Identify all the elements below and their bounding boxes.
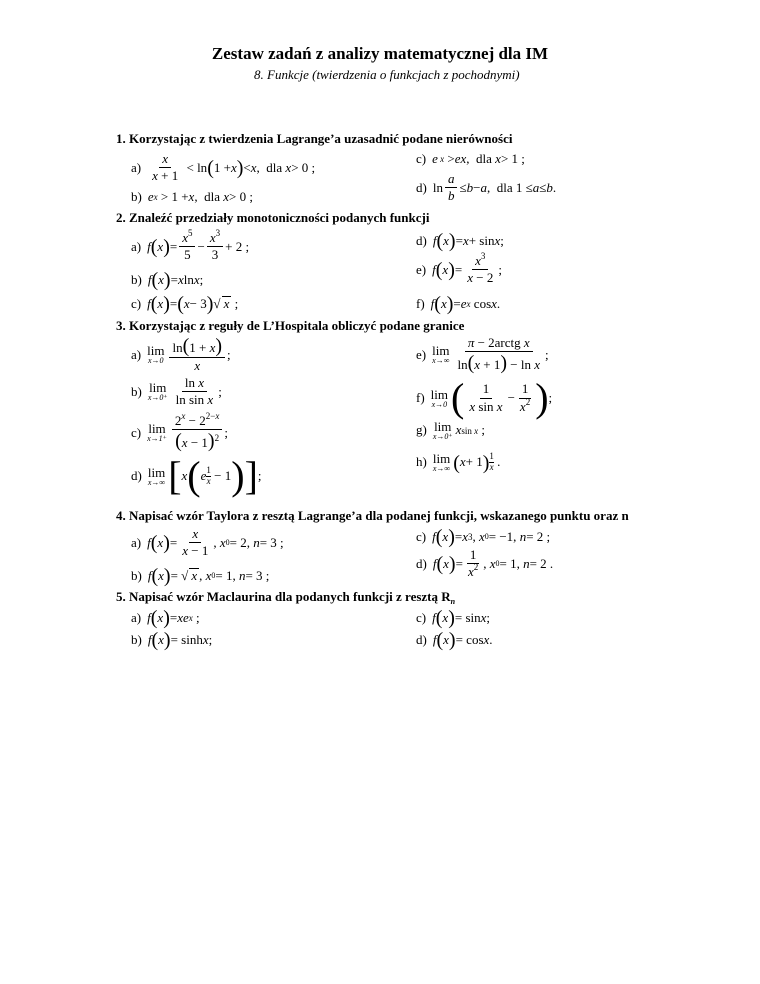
- exercise-1c: c) e x > ex , dla x > 1 ;: [416, 151, 525, 166]
- exercise-4c: c) f ( x ) = x 3 , x 0 = −1, n = 2 ;: [416, 526, 551, 548]
- exercise-3f: f) lim x→0 ( 1 x sin x − 1 $x^2$ ) ;: [416, 375, 553, 420]
- exercise-3d: d) lim x→∞ [ x ( e 1 x − 1 ) ] ;: [131, 453, 262, 498]
- section-2-heading: 2. Znaleźć przedziały monotoniczności podanych funkcji: [116, 210, 430, 225]
- exercise-5d: d) f ( x ) = cos x .: [416, 629, 493, 651]
- exercise-5a: a) f ( x ) = xe x ;: [131, 607, 200, 629]
- exercise-3c: c) lim x→1⁺ $2^x - 2^{2-x}$ $(x - 1)^2$ ;: [131, 411, 228, 453]
- exercise-2a: a) f ( x ) = $x^5$ 5 − $x^3$ 3 + 2 ;: [131, 228, 250, 263]
- section-4-heading: 4. Napisać wzór Taylora z resztą Lagrange’a dla podanej funkcji, wskazanego punktu oraz n: [116, 508, 629, 523]
- exercise-2c: c) f ( x ) = ( x − 3 ) √ x ;: [131, 293, 239, 315]
- exercise-2e: e) f ( x ) = $x^3$ x − 2 ;: [416, 251, 502, 286]
- exercise-1d: d) ln a b ≤ b − a , dla 1 ≤ a ≤ b .: [416, 171, 557, 204]
- exercise-5c: c) f ( x ) = sin x ;: [416, 607, 491, 629]
- exercise-3a: a) lim x→0 ln(1 + x) x ;: [131, 335, 231, 373]
- page-subtitle: 8. Funkcje (twierdzenia o funkcjach z pochodnymi): [254, 67, 520, 82]
- page-title: Zestaw zadań z analizy matematycznej dla IM: [211, 44, 549, 63]
- section-1-heading: 1. Korzystając z twierdzenia Lagrange’a uzasadnić podane nierówności: [116, 131, 513, 146]
- section-3-heading: 3. Korzystając z reguły de L’Hospitala obliczyć podane granice: [116, 318, 465, 333]
- exercise-5b: b) f ( x ) = sinh x ;: [131, 629, 213, 651]
- exercise-3g: g) lim x→0⁺ x sin x ;: [416, 419, 486, 441]
- exercise-3b: b) lim x→0⁺ ln x ln sin x ;: [131, 375, 222, 408]
- section-5-heading: 5. Napisać wzór Maclaurina dla podanych funkcji z resztą $R_n$: [116, 589, 456, 606]
- exercise-1a: a) x x + 1 < ln ( 1 + x ) < x , dla x > 0 ;: [131, 151, 316, 184]
- exercise-4b: b) f ( x ) = √ x , x 0 = 1, n = 3 ;: [131, 565, 270, 587]
- exercise-4a: a) f ( x ) = x x − 1 , x 0 = 2, n = 3 ;: [131, 526, 284, 559]
- exercise-2b: b) f ( x ) = x ln x ;: [131, 269, 204, 291]
- exercise-2d: d) f ( x ) = x + sin x ;: [416, 230, 504, 252]
- exercise-1b: b) e x > 1 + x , dla x > 0 ;: [131, 189, 253, 204]
- exercise-3e: e) lim x→∞ π − 2arctg x ln(x + 1) − ln x ;: [416, 335, 549, 375]
- exercise-2f: f) f ( x ) = e x cos x .: [416, 293, 501, 315]
- exercise-3h: h) lim x→∞ ( x + 1 ) 1 x .: [416, 451, 501, 474]
- exercise-4d: d) f ( x ) = 1 $x^2$ , x 0 = 1, n = 2 .: [416, 547, 554, 580]
